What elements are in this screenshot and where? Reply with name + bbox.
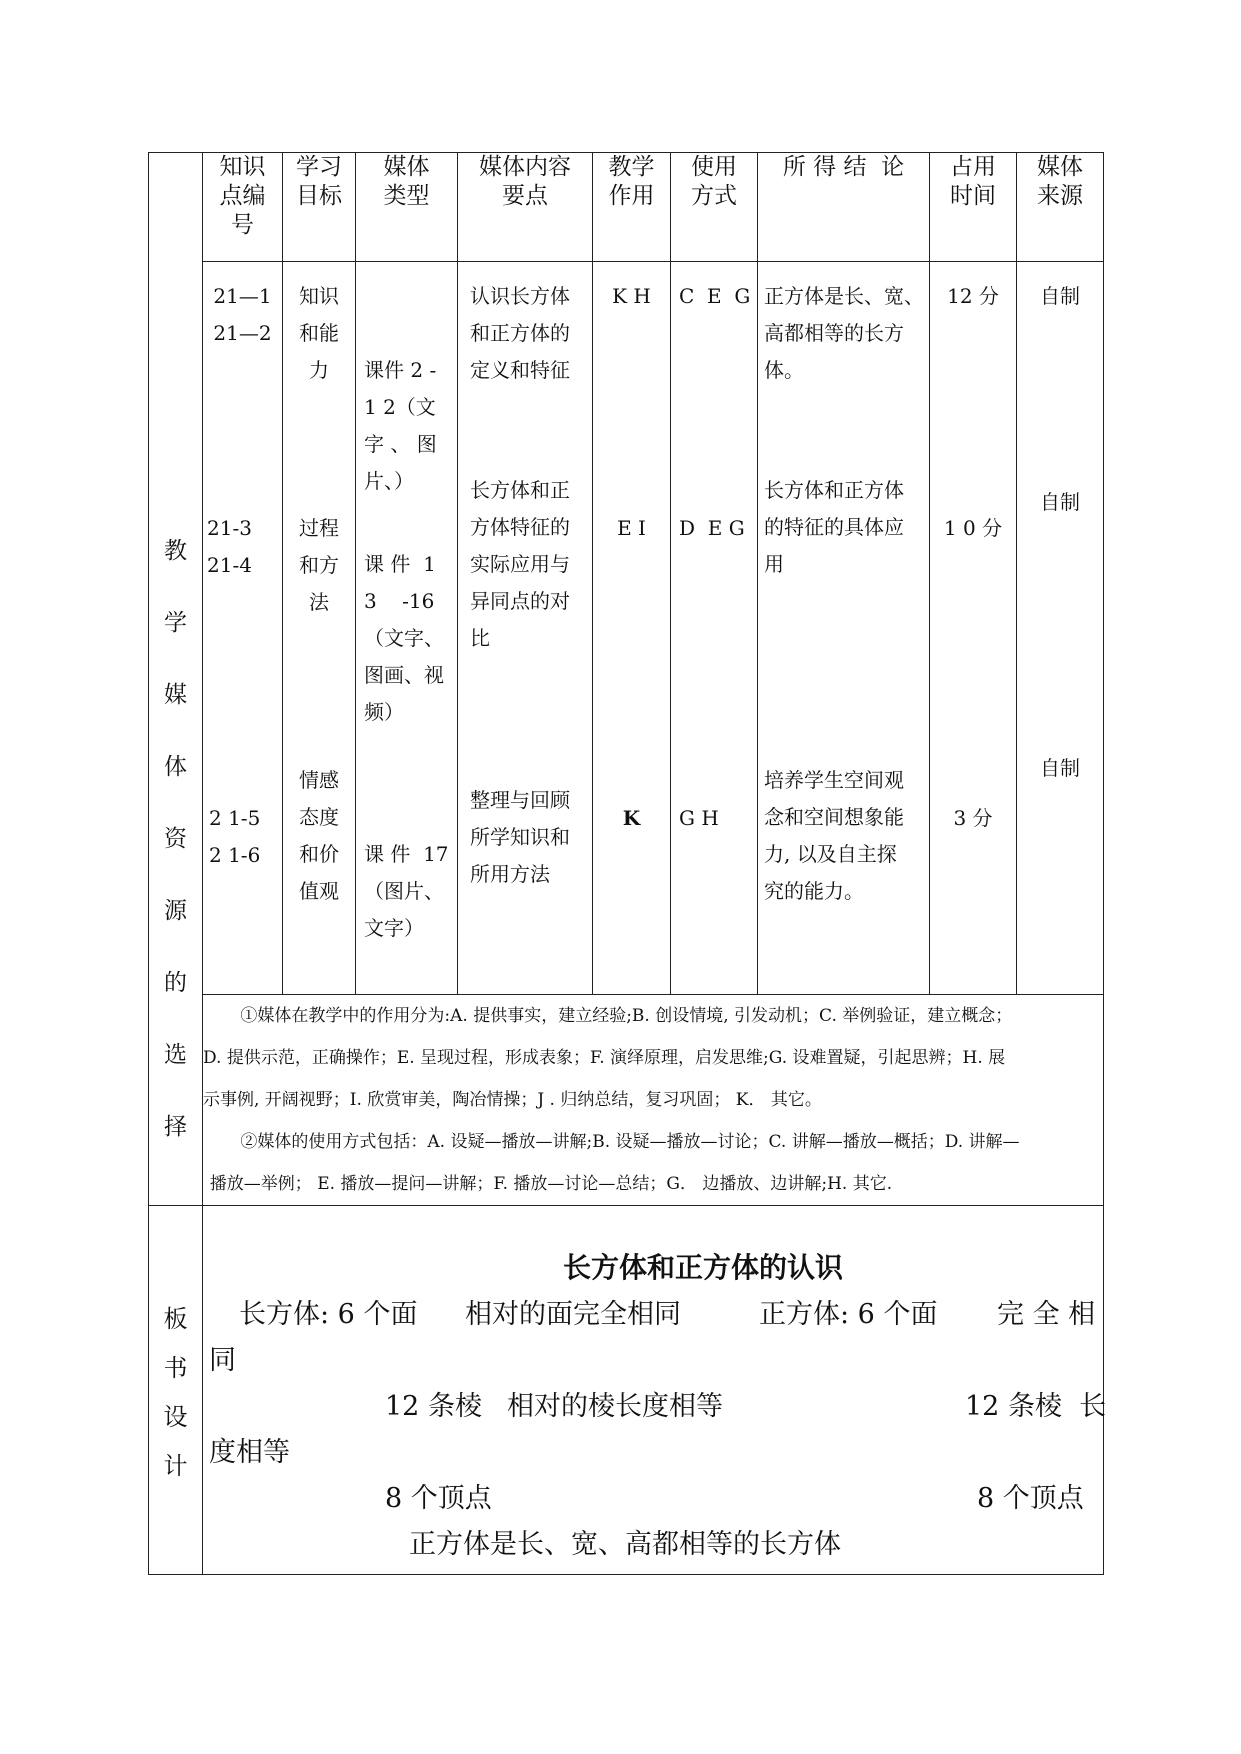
row3-method: G H <box>679 806 719 830</box>
header-conclusion: 所 得 结 论 <box>758 153 930 262</box>
row2-role: E I <box>617 516 646 540</box>
row2-ids: 21-3 21-4 <box>207 516 252 577</box>
section-label-char: 的 <box>164 969 187 996</box>
board-text: 12 条棱 <box>385 1391 482 1422</box>
row2-conclusion: 长方体和正方体 的特征的具体应 用 <box>764 478 904 576</box>
header-media-type: 媒体 类型 <box>356 153 458 262</box>
row3-source: 自制 <box>1040 756 1080 780</box>
section-label-char: 择 <box>164 1113 187 1140</box>
board-text: 相对的面完全相同 <box>465 1299 681 1330</box>
row1-conclusion: 正方体是长、宽、 高都相等的长方 体。 <box>764 284 924 382</box>
board-design-row <box>149 1206 1104 1575</box>
board-text: 完 全 相 <box>997 1299 1096 1330</box>
table-header-row <box>149 153 1104 262</box>
note-line: 播放—举例； E. 播放—提问—讲解；F. 播放—讨论—总结；G． 边播放、边讲解;H. 其它. <box>209 1174 893 1194</box>
board-text: 长方体: 6 个面 <box>239 1299 418 1330</box>
cell-usage-method <box>671 262 758 995</box>
board-text: 8 个顶点 <box>977 1483 1084 1514</box>
board-label-char: 计 <box>163 1452 188 1480</box>
row1-type: 课件 2 - 1 2（文 字 、 图 片、） <box>364 358 437 493</box>
board-text: 度相等 <box>209 1437 290 1468</box>
board-text: 8 个顶点 <box>385 1483 492 1514</box>
row1-goal: 知识 和能 力 <box>299 284 339 382</box>
board-text: 正方体: 6 个面 <box>759 1299 938 1330</box>
cell-knowledge-ids <box>203 262 283 995</box>
media-selection-table <box>148 152 1107 1575</box>
cell-media-content <box>458 262 593 995</box>
row2-goal: 过程 和方 法 <box>299 516 339 614</box>
header-time: 占用 时间 <box>930 153 1017 262</box>
row2-type: 课 件 1 3 -16 （文字、 图画、视 频） <box>364 552 444 724</box>
media-notes <box>203 995 1104 1206</box>
section-label-board <box>149 1206 203 1575</box>
cell-source <box>1017 262 1104 995</box>
row1-ids: 21—1 21—2 <box>213 284 272 345</box>
board-title: 长方体和正方体的认识 <box>563 1251 844 1284</box>
cell-time <box>930 262 1017 995</box>
header-knowledge-id: 知识 点编 号 <box>203 153 283 262</box>
board-text: 相对的棱长度相等 <box>507 1391 723 1422</box>
board-label-char: 书 <box>163 1354 188 1382</box>
row1-time: 12 分 <box>947 284 999 308</box>
board-text: 12 条棱 长 <box>965 1391 1107 1422</box>
row3-ids: 2 1-5 2 1-6 <box>209 806 261 867</box>
cell-teaching-role <box>593 262 671 995</box>
header-learning-goal: 学习 目标 <box>283 153 356 262</box>
board-text: 正方体是长、宽、高都相等的长方体 <box>409 1529 841 1560</box>
section-label-char: 选 <box>164 1041 187 1068</box>
row2-source: 自制 <box>1040 490 1080 514</box>
section-label-char: 学 <box>164 609 187 636</box>
section-label-char: 体 <box>164 753 187 780</box>
notes-row <box>149 995 1104 1206</box>
row3-role: K <box>622 806 641 830</box>
row2-time: 1 0 分 <box>943 516 1003 540</box>
cell-conclusion <box>758 262 930 995</box>
note-line: 示事例, 开阔视野；I. 欣赏审美，陶冶情操；J . 归纳总结，复习巩固； K． 其它。 <box>203 1090 822 1110</box>
section-label-char: 资 <box>164 825 187 852</box>
row2-content: 长方体和正 方体特征的 实际应用与 异同点的对 比 <box>470 478 570 650</box>
section-label-char: 媒 <box>164 681 187 708</box>
note-line: ②媒体的使用方式包括：A. 设疑—播放—讲解;B. 设疑—播放—讨论；C. 讲解—播放—概括；D. 讲解— <box>240 1132 1020 1152</box>
cell-media-types <box>356 262 458 995</box>
header-usage-method: 使用 方式 <box>671 153 758 262</box>
header-source: 媒体 来源 <box>1017 153 1104 262</box>
row2-method: D E G <box>679 516 745 540</box>
row3-goal: 情感 态度 和价 值观 <box>299 768 339 903</box>
row1-content: 认识长方体 和正方体的 定义和特征 <box>470 284 570 382</box>
row3-content: 整理与回顾 所学知识和 所用方法 <box>470 788 570 886</box>
cell-learning-goals <box>283 262 356 995</box>
board-text: 同 <box>209 1345 236 1376</box>
table-body-row <box>149 262 1104 995</box>
header-media-content: 媒体内容 要点 <box>458 153 593 262</box>
note-line: D. 提供示范，正确操作；E. 呈现过程，形成表象；F. 演绎原理，启发思维;G. 设难置疑，引起思辨；H. 展 <box>203 1048 1006 1068</box>
board-label-char: 板 <box>163 1305 188 1333</box>
header-teaching-role: 教学 作用 <box>593 153 671 262</box>
section-label-char: 教 <box>164 537 187 564</box>
row3-time: 3 分 <box>953 806 993 830</box>
row3-conclusion: 培养学生空间观 念和空间想象能 力, 以及自主探 究的能力。 <box>764 768 904 903</box>
note-line: ①媒体在教学中的作用分为:A. 提供事实，建立经验;B. 创设情境, 引发动机；C. 举例验证，建立概念； <box>240 1006 1013 1026</box>
row3-type: 课 件 17 （图片、 文字） <box>364 842 449 940</box>
board-design-content <box>203 1206 1107 1575</box>
section-label-char: 源 <box>164 897 187 924</box>
board-label-char: 设 <box>163 1403 188 1431</box>
row1-method: C E G <box>679 284 751 308</box>
row1-source: 自制 <box>1040 284 1080 308</box>
row1-role: K H <box>612 284 651 308</box>
section-label-media <box>149 153 203 1206</box>
